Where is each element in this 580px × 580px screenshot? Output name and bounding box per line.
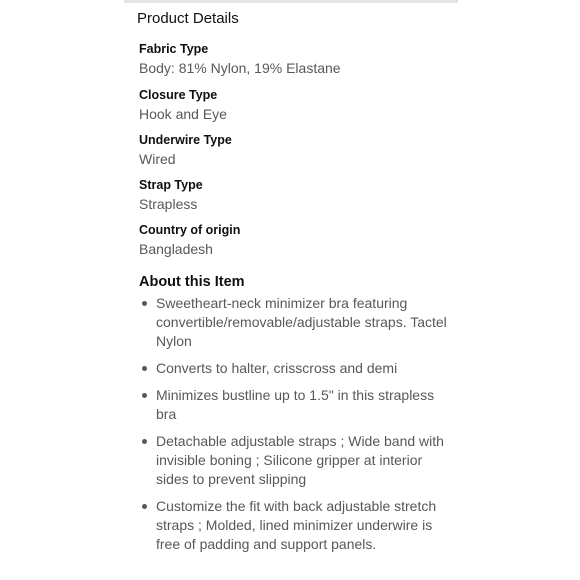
top-divider — [124, 0, 458, 3]
detail-strap-type — [139, 177, 203, 214]
about-this-item-title: About this Item — [139, 274, 245, 290]
bullet-dot-icon — [142, 439, 147, 444]
about-bullet-list — [139, 294, 453, 562]
bullet-text: Detachable adjustable straps ; Wide band with invisible boning ; Silicone gripper at interior sides to prevent slipping — [156, 433, 444, 487]
bullet-item — [139, 359, 453, 378]
detail-closure-type — [139, 87, 227, 124]
bullet-text: Customize the fit with back adjustable stretch straps ; Molded, lined minimizer underwire is free of padding and support panels. — [156, 498, 437, 552]
detail-value: Hook and Eye — [139, 106, 227, 122]
product-details-panel — [124, 0, 458, 580]
bullet-item — [139, 497, 453, 554]
bullet-dot-icon — [142, 504, 147, 509]
detail-label: Fabric Type — [139, 42, 209, 56]
detail-value: Wired — [139, 151, 176, 167]
detail-underwire-type — [139, 132, 232, 169]
product-details-title: Product Details — [137, 10, 239, 27]
detail-value: Body: 81% Nylon, 19% Elastane — [139, 60, 341, 76]
detail-label: Strap Type — [139, 178, 203, 192]
bullet-dot-icon — [142, 393, 147, 398]
detail-label: Country of origin — [139, 223, 241, 237]
bullet-item — [139, 386, 453, 424]
bullet-dot-icon — [142, 301, 147, 306]
detail-label: Closure Type — [139, 88, 218, 102]
detail-fabric-type — [139, 41, 341, 78]
detail-country-of-origin — [139, 222, 240, 259]
detail-value: Strapless — [139, 196, 198, 212]
bullet-text: Minimizes bustline up to 1.5" in this strapless bra — [156, 387, 435, 422]
bullet-text: Converts to halter, crisscross and demi — [156, 360, 398, 376]
detail-label: Underwire Type — [139, 133, 232, 147]
bullet-text: Sweetheart-neck minimizer bra featuring convertible/removable/adjustable straps. Tactel Nylon — [156, 295, 447, 349]
bullet-item — [139, 432, 453, 489]
bullet-dot-icon — [142, 366, 147, 371]
detail-value: Bangladesh — [139, 241, 213, 257]
bullet-item — [139, 294, 453, 351]
